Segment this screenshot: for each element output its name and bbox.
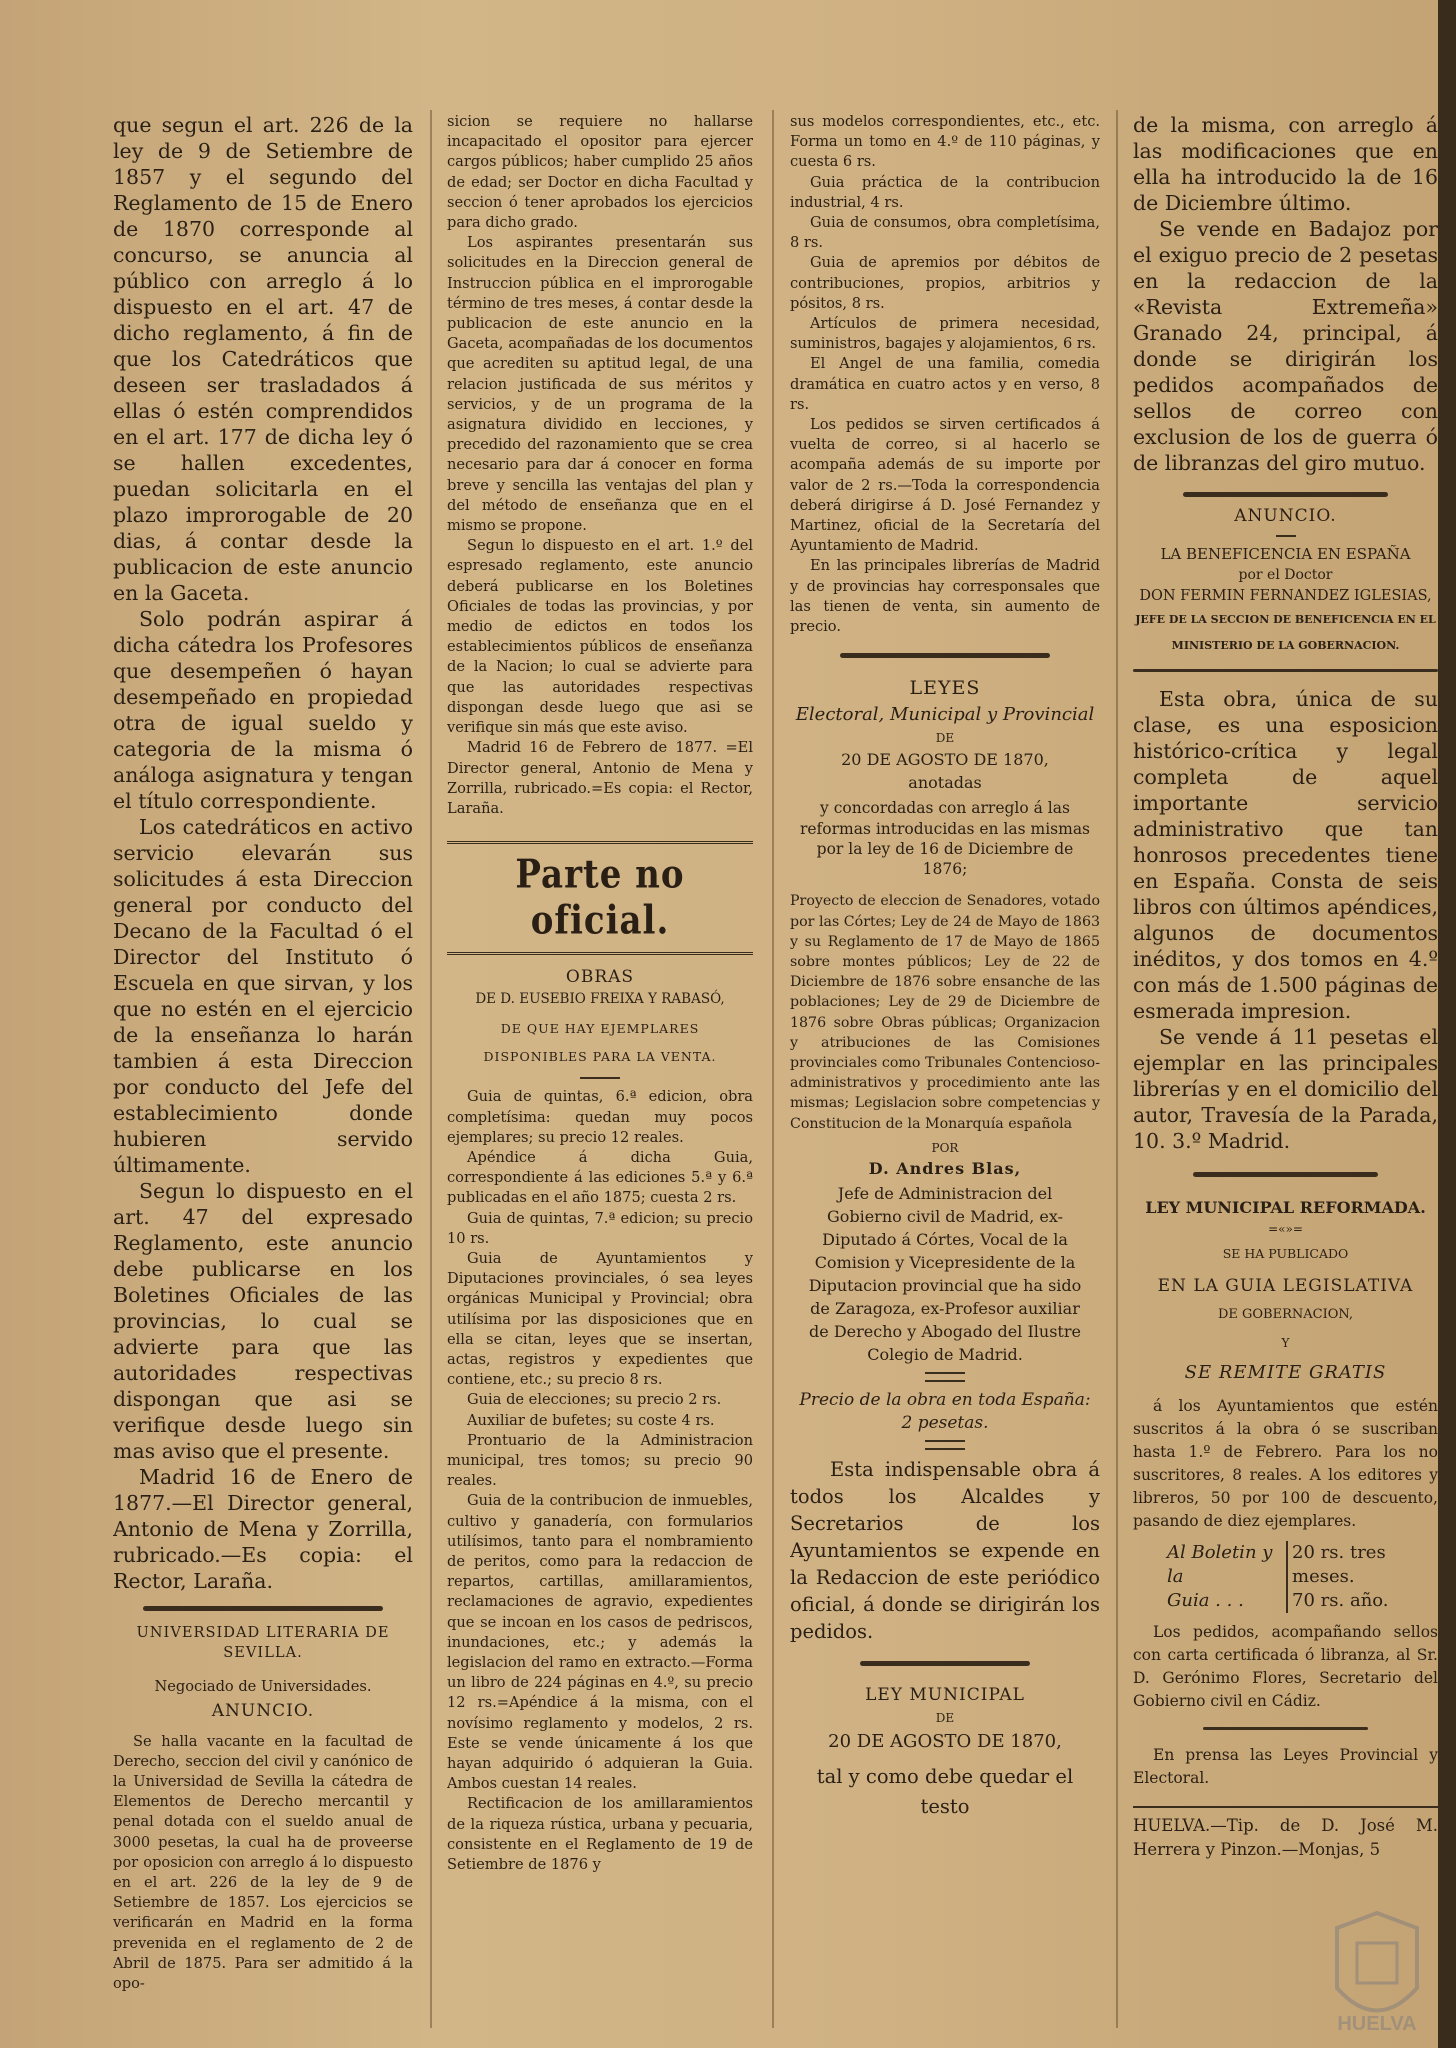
separator	[1183, 492, 1388, 497]
date-heading: 20 DE AGOSTO DE 1870,	[841, 750, 1049, 770]
huelva-watermark-seal	[1322, 1908, 1432, 2038]
de-label: DE	[935, 731, 955, 746]
column-divider	[1116, 110, 1118, 2028]
y-label: Y	[1281, 1336, 1290, 1350]
paragraph: Esta indispensable obra á todos los Alcaldes y Secretarios de los Ayuntamientos se expende en la Redaccion de este periódico oficial, á donde se dirigirán los pedidos.	[790, 1457, 1100, 1643]
page-edge	[1438, 0, 1456, 2048]
anuncio-heading: ANUNCIO.	[211, 1700, 315, 1721]
separator	[1203, 1727, 1368, 1730]
separator	[925, 1372, 965, 1382]
pricing-label: Al Boletin y la	[1167, 1542, 1273, 1587]
list-item: Artículos de primera necesidad, suministros, bagajes y alojamientos, 6 rs.	[790, 315, 1100, 353]
section-heading: UNIVERSIDAD LITERARIA DE SEVILLA.	[136, 1624, 390, 1662]
works-list	[447, 1087, 753, 1875]
paragraph: Los catedráticos en activo servicio elevarán sus solicitudes á esta Direccion general por conducto del Decano de la Facultad ó el Director del Instituto ó Escuela en que sirvan, y los que no estén en el ejercicio de la enseñanza lo harán tambien á esta Direccion por conducto del Jefe del establecimiento donde hubieren servido últimamente.	[113, 815, 413, 1177]
section-banner	[447, 841, 753, 955]
pricing-value: 70 rs. año.	[1287, 1589, 1438, 1613]
list-item: sus modelos correspondientes, etc., etc. Forma un tomo en 4.º de 110 páginas, y cuesta 6 rs.	[790, 113, 1100, 171]
subscription-prices	[1163, 1541, 1438, 1613]
separator	[1133, 669, 1438, 672]
separator	[1193, 1172, 1378, 1177]
de-label: DE	[935, 1710, 955, 1725]
paragraph: Los aspirantes presentarán sus solicitudes en la Direccion general de Instruccion pública en el improrogable término de tres meses, á contar desde la publicacion de este anuncio en la Gaceta, acompañadas de los documentos que acrediten su aptitud legal, de una relacion justificada de sus méritos y servicios, y de un programa de la asignatura dividido en lecciones, y precedido del razonamiento que se crea necesario para dar á conocer en forma breve y sencilla las ventajas del plan y del método de enseñanza que en el mismo se propone.	[447, 234, 753, 535]
paragraph: Segun lo dispuesto en el art. 1.º del espresado reglamento, este anuncio deberá publicarse en los Boletines Oficiales de todas las provincias, y por medio de edictos en todos los establecimientos públicos de enseñanza de la Nacion; lo cual se advierte para que las autoridades respectivas dispongan desde luego que asi se verifique sin más que este aviso.	[447, 537, 753, 737]
list-item: Los pedidos se sirven certificados á vuelta de correo, si al hacerlo se acompaña además de su importe por valor de 2 rs.—Toda la correspondencia deberá dirigirse á D. José Fernandez y Martinez, oficial de la Secretaría del Ayuntamiento de Madrid.	[790, 416, 1100, 555]
paragraph: Solo podrán aspirar á dicha cátedra los Profesores que desempeñen ó hayan desempeñado en propiedad otra de igual sueldo y categoria de la misma ó análoga asignatura y tengan el título correspondiente.	[113, 607, 413, 813]
separator	[580, 1077, 620, 1079]
paragraph: que segun el art. 226 de la ley de 9 de Setiembre de 1857 y el segundo del Reglamento de 15 de Enero de 1870 corresponde al concurso, se anuncia al público con arreglo á lo dispuesto en el art. 47 de dicho reglamento, á fin de que los Catedráticos que deseen ser trasladados á ellas ó estén comprendidos en el art. 177 de dicha ley ó se hallen excedentes, puedan solicitarla en el plazo improrogable de 20 dias, á contar desde la publicacion de este anuncio en la Gaceta.	[113, 113, 413, 605]
separator	[840, 653, 1050, 658]
paragraph: á los Ayuntamientos que estén suscritos á la obra ó se suscriban hasta 1.º de Febrero. Para los no suscritores, 8 reales. A los editores y libreros, 50 por 100 de descuento, pasando de diez ejemplares.	[1133, 1397, 1438, 1530]
author-heading: DE D. EUSEBIO FREIXA Y RABASÓ,	[475, 991, 725, 1008]
anuncio-heading: ANUNCIO.	[1234, 506, 1337, 526]
list-item: Guia de apremios por débitos de contribuciones, propios, arbitrios y pósitos, 8 rs.	[790, 254, 1100, 312]
list-item: Auxiliar de bufetes; su coste 4 rs.	[467, 1411, 715, 1429]
paragraph: Se halla vacante en la facultad de Derecho, seccion del civil y canónico de la Universidad de Sevilla la cátedra de Elementos de Derecho mercantil y penal dotada con el sueldo anual de 3000 pesetas, la cual ha de proveerse por oposicion con arreglo á lo dispuesto en el art. 226 de la ley de 9 de Setiembre de 1857. Los ejercicios se verificarán en Madrid en la forma prevenida en el reglamento de 2 de Abril de 1875. Para ser admitido á la opo-	[113, 1732, 413, 1993]
list-item: Guia de la contribucion de inmuebles, cultivo y ganadería, con formularios utilísimos, tanto para el nombramiento de peritos, como para la redaccion de repartos, cartillas, amillaramientos, reclamaciones de agravio, expedientes que se incoan en los casos de pedriscos, inundaciones, etc.; y además la legislacion del ramo en extracto.—Forma un libro de 224 páginas en 4.º, su precio 12 rs.=Apéndice á la misma, con el novísimo reglamento y modelos, 2 rs. Este se vende únicamente á los que hayan adquirido ó adquieran la Guia. Ambos cuestan 14 reales.	[447, 1492, 753, 1793]
list-item: Apéndice á dicha Guia, correspondiente á las ediciones 5.ª y 6.ª publicadas en el año 1875; cuesta 2 rs.	[447, 1148, 753, 1207]
author-credentials: JEFE DE LA SECCION DE BENEFICENCIA EN EL MINISTERIO DE LA GOBERNACION.	[1135, 613, 1436, 652]
author-credentials: Jefe de Administracion del Gobierno civil de Madrid, ex-Diputado á Córtes, Vocal de la Comision y Vicepresidente de la Diputacion provincial que ha sido de Zaragoza, ex-Profesor auxiliar de Derecho y Abogado del Ilustre Colegio de Madrid.	[808, 1183, 1082, 1364]
por-el-label: por el Doctor	[1238, 567, 1333, 583]
guia-heading: EN LA GUIA LEGISLATIVA	[1157, 1276, 1414, 1296]
ornament: =«»=	[1268, 1222, 1303, 1236]
separator	[1276, 535, 1296, 537]
list-item: Guia práctica de la contribucion industrial, 4 rs.	[790, 173, 1100, 211]
author-name: D. Andres Blas,	[868, 1158, 1022, 1178]
list-item: Prontuario de la Administracion municipal, tres tomos; su precio 90 reales.	[447, 1431, 753, 1490]
watermark-text: HUELVA	[1337, 2013, 1417, 2035]
leyes-heading: LEYES	[909, 677, 981, 700]
list-item: Guia de quintas, 7.ª edicion; su precio 10 rs.	[447, 1209, 753, 1247]
signature: Madrid 16 de Febrero de 1877. =El Director general, Antonio de Mena y Zorrilla, rubricado.=Es copia: el Rector, Laraña.	[447, 739, 753, 817]
price-label: Precio de la obra en toda España:	[799, 1389, 1091, 1410]
separator	[860, 1661, 1030, 1666]
paragraph: de la misma, con arreglo á las modificaciones que en ella ha introducido la de 16 de Diciembre último.	[1133, 113, 1438, 215]
list-item: El Angel de una familia, comedia dramática en cuatro actos y en verso, 8 rs.	[790, 355, 1100, 413]
ley-municipal-heading: LEY MUNICIPAL	[865, 1684, 1025, 1705]
column-1	[113, 112, 413, 2042]
column-2	[447, 112, 753, 2042]
price-value: 2 pesetas.	[901, 1412, 989, 1433]
list-item: En las principales librerías de Madrid y de provincias hay corresponsales que las tienen de venta, sin aumento de precio.	[790, 557, 1100, 636]
subheading: SE HA PUBLICADO	[1222, 1246, 1349, 1261]
book-title: LA BENEFICENCIA EN ESPAÑA	[1160, 545, 1411, 563]
separator	[925, 1440, 965, 1450]
list-item: Guia de quintas, 6.ª edicion, obra completísima: quedan muy pocos ejemplares; su precio 12 reales.	[447, 1088, 753, 1146]
parte-no-oficial-title: Parte no oficial.	[515, 852, 685, 945]
list-item: Guia de elecciones; su precio 2 rs.	[467, 1391, 722, 1409]
remite-heading: SE REMITE GRATIS	[1184, 1362, 1387, 1383]
paragraph: Segun lo dispuesto en el art. 47 del expresado Reglamento, este anuncio debe publicarse en los Boletines Oficiales de las provincias, lo cual se advierte para que las autoridades respectivas dispongan que asi se verifique desde luego sin mas aviso que el presente.	[113, 1179, 413, 1463]
pricing-label: Guia . . .	[1167, 1590, 1244, 1611]
paragraph: tal y como debe quedar el testo	[816, 1765, 1074, 1819]
subheading: DE GOBERNACION,	[1217, 1307, 1354, 1322]
leyes-subheading: Electoral, Municipal y Provincial	[795, 704, 1095, 726]
list-item: Guia de Ayuntamientos y Diputaciones provinciales, ó sea leyes orgánicas Municipal y Provincial; obra utilísima por las disposiciones que en ella se citan, leyes que se insertan, actas, registros y expedientes que contiene, etc.; su precio 8 rs.	[447, 1249, 753, 1389]
imprint-footer: HUELVA.—Tip. de D. José M. Herrera y Pinzon.—Monjas, 5	[1133, 1806, 1438, 1862]
paragraph: Los pedidos, acompañando sellos con carta certificada ó libranza, al Sr. D. Gerónimo Flores, Secretario del Gobierno civil en Cádiz.	[1133, 1623, 1438, 1710]
signature: Madrid 16 de Enero de 1877.—El Director general, Antonio de Mena y Zorrilla, rubricado.—Es copia: el Rector, Laraña.	[113, 1465, 413, 1593]
pricing-value: 20 rs. tres meses.	[1287, 1541, 1438, 1589]
paragraph: Esta obra, única de su clase, es una esposicion histórico-crítica y legal completa de aquel importante servicio administrativo que tan honrosos precedentes tiene en España. Consta de seis libros con últimos apéndices, algunos de documentos inéditos, y dos tomos en 4.º con más de 1.500 páginas de esmerada impresion.	[1133, 687, 1438, 1023]
column-divider	[772, 110, 774, 2028]
ley-reformada-heading: LEY MUNICIPAL REFORMADA.	[1145, 1198, 1426, 1217]
subheading: Negociado de Universidades.	[154, 1678, 372, 1696]
subheading: DE QUE HAY EJEMPLARES DISPONIBLES PARA LA VENTA.	[483, 1021, 717, 1065]
separator	[143, 1606, 383, 1611]
anotadas-label: anotadas	[908, 773, 982, 793]
list-item: Guia de consumos, obra completísima, 8 rs.	[790, 214, 1100, 252]
paragraph: Se vende en Badajoz por el exiguo precio de 2 pesetas en la redaccion de la «Revista Extremeña» Granado 24, principal, á donde se dirigirán los pedidos acompañados de sellos de correo con exclusion de los de guerra ó de libranzas del giro mutuo.	[1133, 217, 1438, 475]
list-item: Rectificacion de los amillaramientos de la riqueza rústica, urbana y pecuaria, consistente en el Reglamento de 19 de Setiembre de 1876 y	[447, 1795, 753, 1874]
column-divider	[430, 110, 432, 2028]
paragraph: sicion se requiere no hallarse incapacitado el opositor para ejercer cargos públicos; haber cumplido 25 años de edad; ser Doctor en dicha Facultad y seccion ó tener aprobados los ejercicios para dicho grado.	[447, 113, 753, 232]
paragraph: En prensa las Leyes Provincial y Electoral.	[1133, 1746, 1438, 1787]
obras-heading: OBRAS	[565, 967, 635, 988]
column-3	[790, 112, 1100, 2042]
por-label: POR	[931, 1140, 959, 1155]
paragraph: Se vende á 11 pesetas el ejemplar en las principales librerías y en el domicilio del autor, Travesía de la Parada, 10. 3.º Madrid.	[1133, 1025, 1438, 1153]
author-name: DON FERMIN FERNANDEZ IGLESIAS,	[1139, 588, 1432, 604]
date-heading: 20 DE AGOSTO DE 1870,	[828, 1731, 1062, 1753]
column-4	[1133, 112, 1438, 2042]
concordance-text: y concordadas con arreglo á las reformas introducidas en las mismas por la ley de 16 de Diciembre de 1876;	[799, 799, 1091, 879]
contents-paragraph: Proyecto de eleccion de Senadores, votado por las Córtes; Ley de 24 de Mayo de 1863 y su Reglamento de 17 de Mayo de 1865 sobre montes públicos; Ley de 22 de Diciembre de 1876 sobre ensanche de las poblaciones; Ley de 29 de Diciembre de 1876 sobre Obras públicas; Organizacion y atribuciones de las Comisiones provinciales como Tribunales Contencioso-administrativos y procedimiento ante las mismas; Legislacion sobre competencias y Constitucion de la Monarquía española	[790, 893, 1100, 1132]
